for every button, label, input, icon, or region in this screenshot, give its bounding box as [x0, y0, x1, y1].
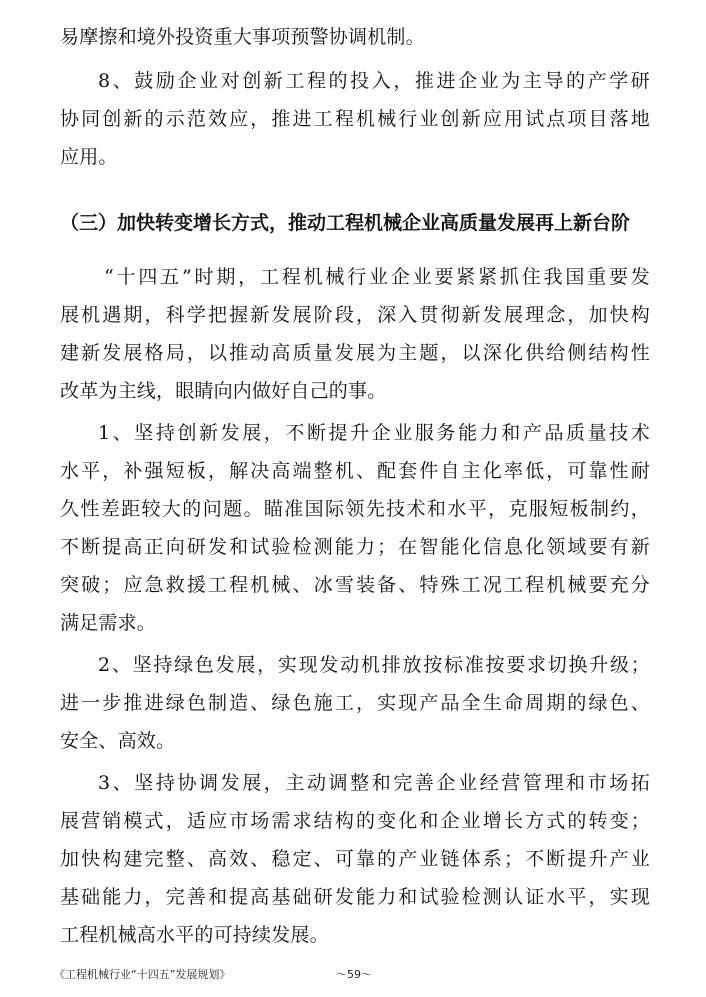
paragraph-line: 2、坚持绿色发展，实现发动机排放按标准按要求切换升级； [98, 654, 650, 676]
paragraph-line: 3、坚持协调发展，主动调整和完善企业经营管理和市场拓 [98, 772, 650, 794]
paragraph-line: 改革为主线，眼睛向内做好自己的事。 [60, 380, 387, 402]
paragraph-line: 久性差距较大的问题。瞄准国际领先技术和水平，克服短板制约， [60, 498, 650, 520]
paragraph-line: 安全、高效。 [60, 730, 176, 752]
paragraph-line: 展机遇期，科学把握新发展阶段，深入贯彻新发展理念，加快构 [60, 304, 650, 326]
paragraph-line: 展营销模式，适应市场需求结构的变化和企业增长方式的转变； [60, 810, 650, 832]
paragraph-line: 不断提高正向研发和试验检测能力；在智能化信息化领域要有新 [60, 536, 650, 558]
paragraph-line: 突破；应急救援工程机械、冰雪装备、特殊工况工程机械要充分 [60, 574, 650, 596]
footer-document-title: 《工程机械行业“十四五”发展规划》 [54, 968, 231, 981]
paragraph-line: 应用。 [60, 146, 118, 168]
paragraph-line: 加快构建完整、高效、稳定、可靠的产业链体系；不断提升产业 [60, 848, 650, 870]
footer-page-number: ～59～ [336, 968, 372, 981]
paragraph-line: 易摩擦和境外投资重大事项预警协调机制。 [60, 26, 425, 48]
paragraph-line: 协同创新的示范效应，推进工程机械行业创新应用试点项目落地 [60, 108, 650, 130]
paragraph-line: 基础能力，完善和提高基础研发能力和试验检测认证水平，实现 [60, 886, 650, 908]
paragraph-line: 工程机械高水平的可持续发展。 [60, 924, 329, 946]
paragraph-line: 水平，补强短板，解决高端整机、配套件自主化率低，可靠性耐 [60, 460, 650, 482]
paragraph-line: 进一步推进绿色制造、绿色施工，实现产品全生命周期的绿色、 [60, 692, 650, 714]
paragraph-line: 满足需求。 [60, 612, 157, 634]
section-heading: （三）加快转变增长方式，推动工程机械企业高质量发展再上新台阶 [60, 212, 631, 234]
paragraph-line: 1、坚持创新发展，不断提升企业服务能力和产品质量技术 [98, 422, 650, 444]
paragraph-line: 8、鼓励企业对创新工程的投入，推进企业为主导的产学研 [98, 70, 650, 92]
paragraph-line: 建新发展格局，以推动高质量发展为主题，以深化供给侧结构性 [60, 342, 650, 364]
paragraph-line: “十四五”时期，工程机械行业企业要紧紧抓住我国重要发 [104, 266, 650, 288]
